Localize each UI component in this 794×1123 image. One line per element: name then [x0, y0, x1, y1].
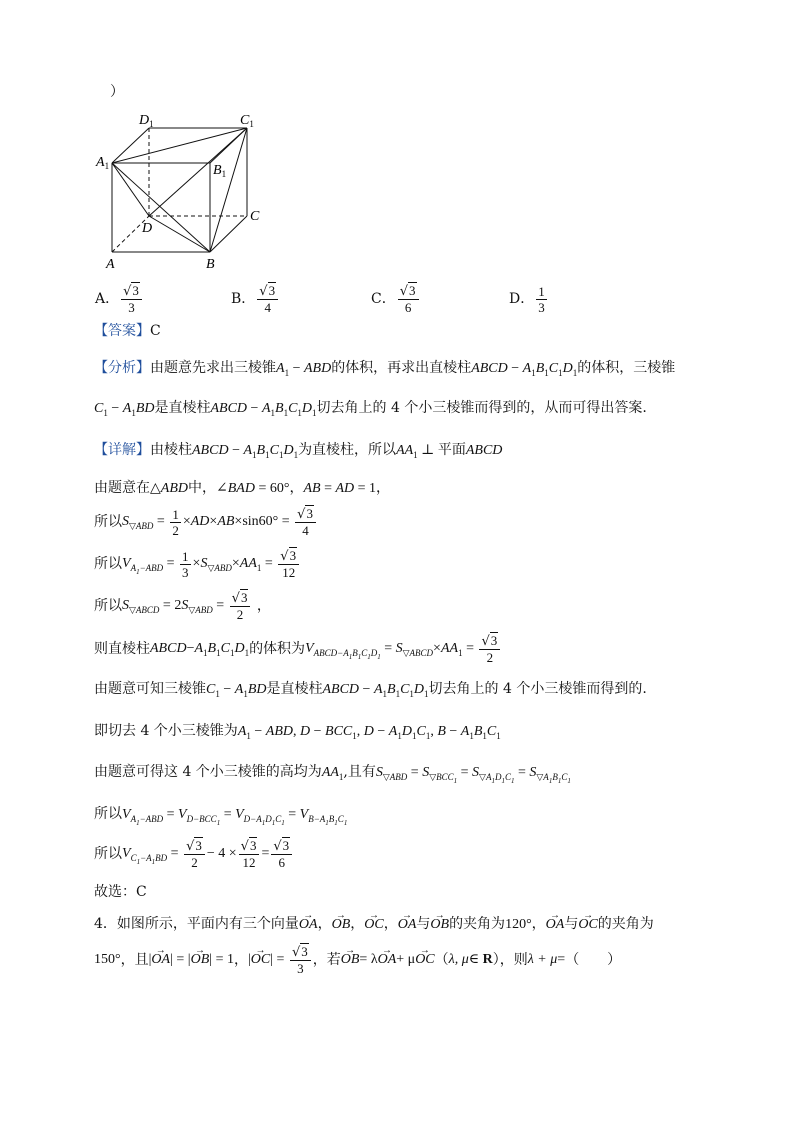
label-d: D [142, 221, 153, 236]
detail-line-6: 则直棱柱 ABCD − $A_1B_1C_1D_1$ 的体积为 $V_{ABCD-A_1B_1C_1D_1}$ = $S_{▽ABCD}$ × $AA_1$ = $\frac{√3}{2}$ [94, 631, 502, 667]
answer-line: 【答案】C [94, 323, 161, 339]
edge-a1b [112, 163, 210, 252]
detail-line-9: 由题意可得这 4 个小三棱锥的高均为$AA_1$,且有$S_{▽ABD} = S_{▽BCC_1} = S_{▽A_1D_1C_1} = S_{▽A_1B_1C_1}$ [94, 764, 571, 785]
label-d1: $D_1$ [139, 113, 154, 129]
detail-line-11: 所以 $V_{C_1-A_1BD}$ = $\frac{√3}{2}$ − 4 × $\frac{√3}{12}$ = $\frac{√3}{6}$ [94, 836, 294, 872]
q4-line-1: 4．如图所示，平面内有三个向量→ OA，→ OB，→ OC，→ OA与→ OB的夹角为120°，→ OA与→ OC的夹角为 [94, 914, 654, 935]
option-d: D． $\frac{1}{3}$ [509, 283, 545, 315]
label-a1: $A_1$ [96, 155, 110, 171]
detail-line-3: 所以 $S_{▽ABD}$ = $\frac{1}{2}$ × AD × AB ×sin60° = $\frac{√3}{4}$ [94, 504, 318, 540]
analysis-line-2: $C_1 - A_1BD$是直棱柱ABCD − $A_1B_1C_1D_1$切去角上的 4 个小三棱锥而得到的，从而可得出答案. [94, 400, 647, 418]
top-paren: ） [110, 84, 124, 100]
detail-line-2: 由题意在△ABD中，∠BAD = 60°，AB = AD = 1， [94, 480, 391, 496]
label-c1: $C_1$ [240, 113, 254, 129]
conclusion: 故选：C [94, 884, 147, 900]
label-c: C [250, 209, 260, 224]
prism-figure [92, 108, 272, 274]
option-a: A． $\frac{√3}{3}$ [95, 281, 144, 317]
detail-line-7: 由题意可知三棱锥$C_1 - A_1BD$是直棱柱ABCD − $A_1B_1C_1D_1$切去角上的 4 个小三棱锥而得到的. [94, 681, 647, 699]
detail-line-1: 【详解】由棱柱ABCD − $A_1B_1C_1D_1$为直棱柱，所以$AA_1$ ⊥ 平面ABCD [94, 442, 503, 460]
analysis-line-1: 【分析】由题意先求出三棱锥$A_1$ − ABD的体积，再求出直棱柱ABCD − $A_1B_1C_1D_1$的体积，三棱锥 [94, 360, 676, 378]
q4-line-2: 150° ，且 | → OA | = | → OB | = 1 ， | → OC | = $\frac{√3}{3}$ ，若 → OB = λ → OA + μ → OC （ λ, μ ∈ R ），则 λ + μ = （ ） [94, 942, 621, 978]
edge-a1c1 [112, 128, 247, 163]
option-b: B． $\frac{√3}{4}$ [231, 281, 280, 317]
detail-line-8: 即切去 4 个小三棱锥为$A_1$ − ABD, $D - BCC_1$, $D - A_1D_1C_1$, $B - A_1B_1C_1$ [94, 723, 501, 741]
label-b: B [206, 257, 215, 272]
edge-db [149, 216, 210, 252]
edge-a1d [112, 163, 149, 216]
option-c: C． $\frac{√3}{6}$ [371, 281, 421, 317]
label-b1: $B_1$ [213, 163, 227, 179]
label-a: A [106, 257, 115, 272]
detail-line-10: 所以$V_{A_1-ABD} = V_{D-BCC_1} = V_{D-A_1D_1C_1} = V_{B-A_1B_1C_1}$ [94, 806, 348, 827]
detail-line-4: 所以 $V_{A_1-ABD}$ = $\frac{1}{3}$ × $S_{▽ABD}$ × $AA_1$ = $\frac{√3}{12}$ [94, 546, 301, 582]
detail-line-5: 所以 $S_{▽ABCD}$ = 2 $S_{▽ABD}$ = $\frac{√3}{2}$ ， [94, 590, 271, 622]
